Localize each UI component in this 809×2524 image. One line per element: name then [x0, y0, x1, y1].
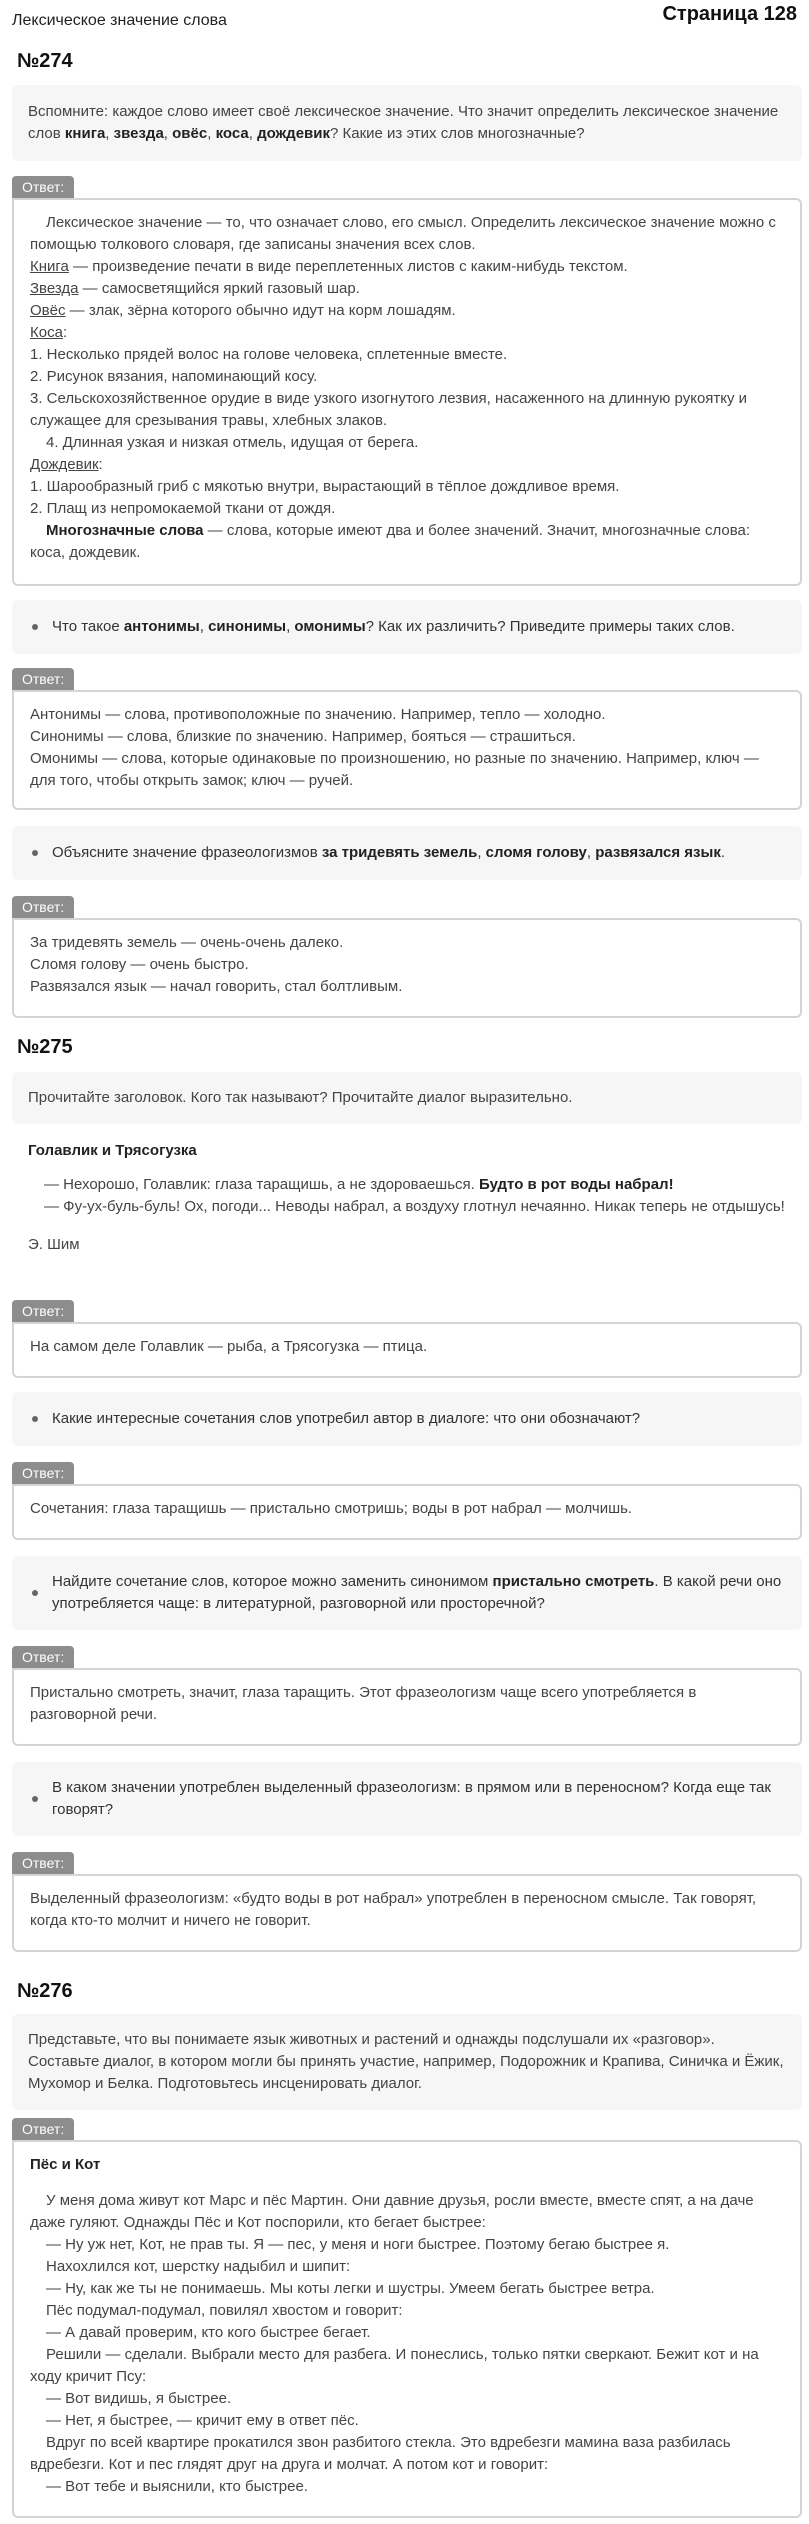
answer-label: Ответ:: [12, 1462, 74, 1484]
exercise-number-274: №274: [17, 50, 73, 72]
answer-275-1: На самом деле Голавлик — рыба, а Трясогузка — птица.: [12, 1322, 802, 1378]
answer-label: Ответ:: [12, 1646, 74, 1668]
answer-276: Пёс и Кот У меня дома живут кот Марс и пёс Мартин. Они давние друзья, росли вместе, вместе спят, а на даче даже гуляют. Однажды Пёс и Кот поспорили, кто бегает быстрее: — Ну уж нет, Кот, не прав ты. Я — пес, у меня и ноги быстрее. Поэтому бегаю быстрее я. Нахохлился кот, шерстку надыбил и шипит: — Ну, как же ты не понимаешь. Мы коты легки и шустры. Умеем бегать быстрее ветра. Пёс подумал-подумал, повилял хвостом и говорит: — А давай проверим, кто кого быстрее бегает. Решили — сделали. Выбрали место для разбега. И понеслись, только пятки сверкают. Бежит кот и на ходу кричит Псу: — Вот видишь, я быстрее. — Нет, я быстрее, — кричит ему в ответ пёс. Вдруг по всей квартире прокатился звон разбитого стекла. Это вдребезги мамина ваза разбилась вдребезги. Кот и пес глядят друг на друга и молчат. А потом кот и говорит: — Вот тебе и выяснили, кто быстрее.: [12, 2140, 802, 2518]
bullet-question-275-2: Какие интересные сочетания слов употребил автор в диалоге: что они обозначают?: [12, 1392, 802, 1446]
question-275: Прочитайте заголовок. Кого так называют? Прочитайте диалог выразительно.: [12, 1072, 802, 1124]
answer-275-2: Сочетания: глаза таращишь — пристально смотришь; воды в рот набрал — молчишь.: [12, 1484, 802, 1540]
question-274: Вспомните: каждое слово имеет своё лексическое значение. Что значит определить лексическое значение слов книга, звезда, овёс, коса, дождевик? Какие из этих слов многозначные?: [12, 85, 802, 161]
answer-label: Ответ:: [12, 176, 74, 198]
bullet-question-274-2: Что такое антонимы, синонимы, омонимы? Как их различить? Приведите примеры таких слов.: [12, 600, 802, 654]
answer-label: Ответ:: [12, 896, 74, 918]
answer-label: Ответ:: [12, 1300, 74, 1322]
exercise-number-275: №275: [17, 1036, 73, 1058]
question-276: Представьте, что вы понимаете язык животных и растений и однажды подслушали их «разговор». Составьте диалог, в котором могли бы принять участие, например, Подорожник и Крапива, Синичка и Ёжик, Мухомор и Белка. Подготовьтесь инсценировать диалог.: [12, 2014, 802, 2110]
answer-274-3: За тридевять земель — очень-очень далеко. Сломя голову — очень быстро. Развязался язык — начал говорить, стал болтливым.: [12, 918, 802, 1018]
bullet-question-275-3: Найдите сочетание слов, которое можно заменить синонимом пристально смотреть. В какой речи оно употребляется чаще: в литературной, разговорной или просторечной?: [12, 1556, 802, 1630]
answer-label: Ответ:: [12, 1852, 74, 1874]
bullet-question-275-4: В каком значении употреблен выделенный фразеологизм: в прямом или в переносном? Когда еще так говорят?: [12, 1762, 802, 1836]
answer-275-4: Выделенный фразеологизм: «будто воды в рот набрал» употреблен в переносном смысле. Так говорят, когда кто-то молчит и ничего не говорит.: [12, 1874, 802, 1952]
answer-274-2: Антонимы — слова, противоположные по значению. Например, тепло — холодно. Синонимы — слова, близкие по значению. Например, бояться — страшиться. Омонимы — слова, которые одинаковые по произношению, но разные по значению. Например, ключ — для того, чтобы открыть замок; ключ — ручей.: [12, 690, 802, 810]
bullet-question-274-3: Объясните значение фразеологизмов за тридевять земель, сломя голову, развязался язык.: [12, 826, 802, 880]
answer-274-1: Лексическое значение — то, что означает слово, его смысл. Определить лексическое значение можно с помощью толкового словаря, где записаны значения всех слов. Книга — произведение печати в виде переплетенных листов с каким-нибудь текстом. Звезда — самосветящийся яркий газовый шар. Овёс — злак, зёрна которого обычно идут на корм лошадям. Коса: 1. Несколько прядей волос на голове человека, сплетенные вместе. 2. Рисунок вязания, напоминающий косу. 3. Сельскохозяйственное орудие в виде узкого изогнутого лезвия, насаженного на длинную рукоятку и служащее для срезывания травы, хлебных злаков. 4. Длинная узкая и низкая отмель, идущая от берега. Дождевик: 1. Шарообразный гриб с мякотью внутри, вырастающий в тёплое дождливое время. 2. Плащ из непромокаемой ткани от дождя. Многозначные слова — слова, которые имеют два и более значений. Значит, многозначные слова: коса, дождевик.: [12, 198, 802, 586]
exercise-number-276: №276: [17, 1980, 73, 2002]
answer-label: Ответ:: [12, 668, 74, 690]
answer-label: Ответ:: [12, 2118, 74, 2140]
answer-275-3: Пристально смотреть, значит, глаза таращить. Этот фразеологизм чаще всего употребляется в разговорной речи.: [12, 1668, 802, 1746]
story-275: Голавлик и Трясогузка — Нехорошо, Голавлик: глаза таращишь, а не здороваешься. Будто в рот воды набрал! — Фу-ух-буль-буль! Ох, погоди... Неводы набрал, а воздуху глотнул нечаянно. Никак теперь не отдышусь! Э. Шим: [28, 1142, 785, 1253]
page-number: Страница 128: [662, 3, 797, 25]
page-header-title: Лексическое значение слова: [12, 12, 227, 29]
